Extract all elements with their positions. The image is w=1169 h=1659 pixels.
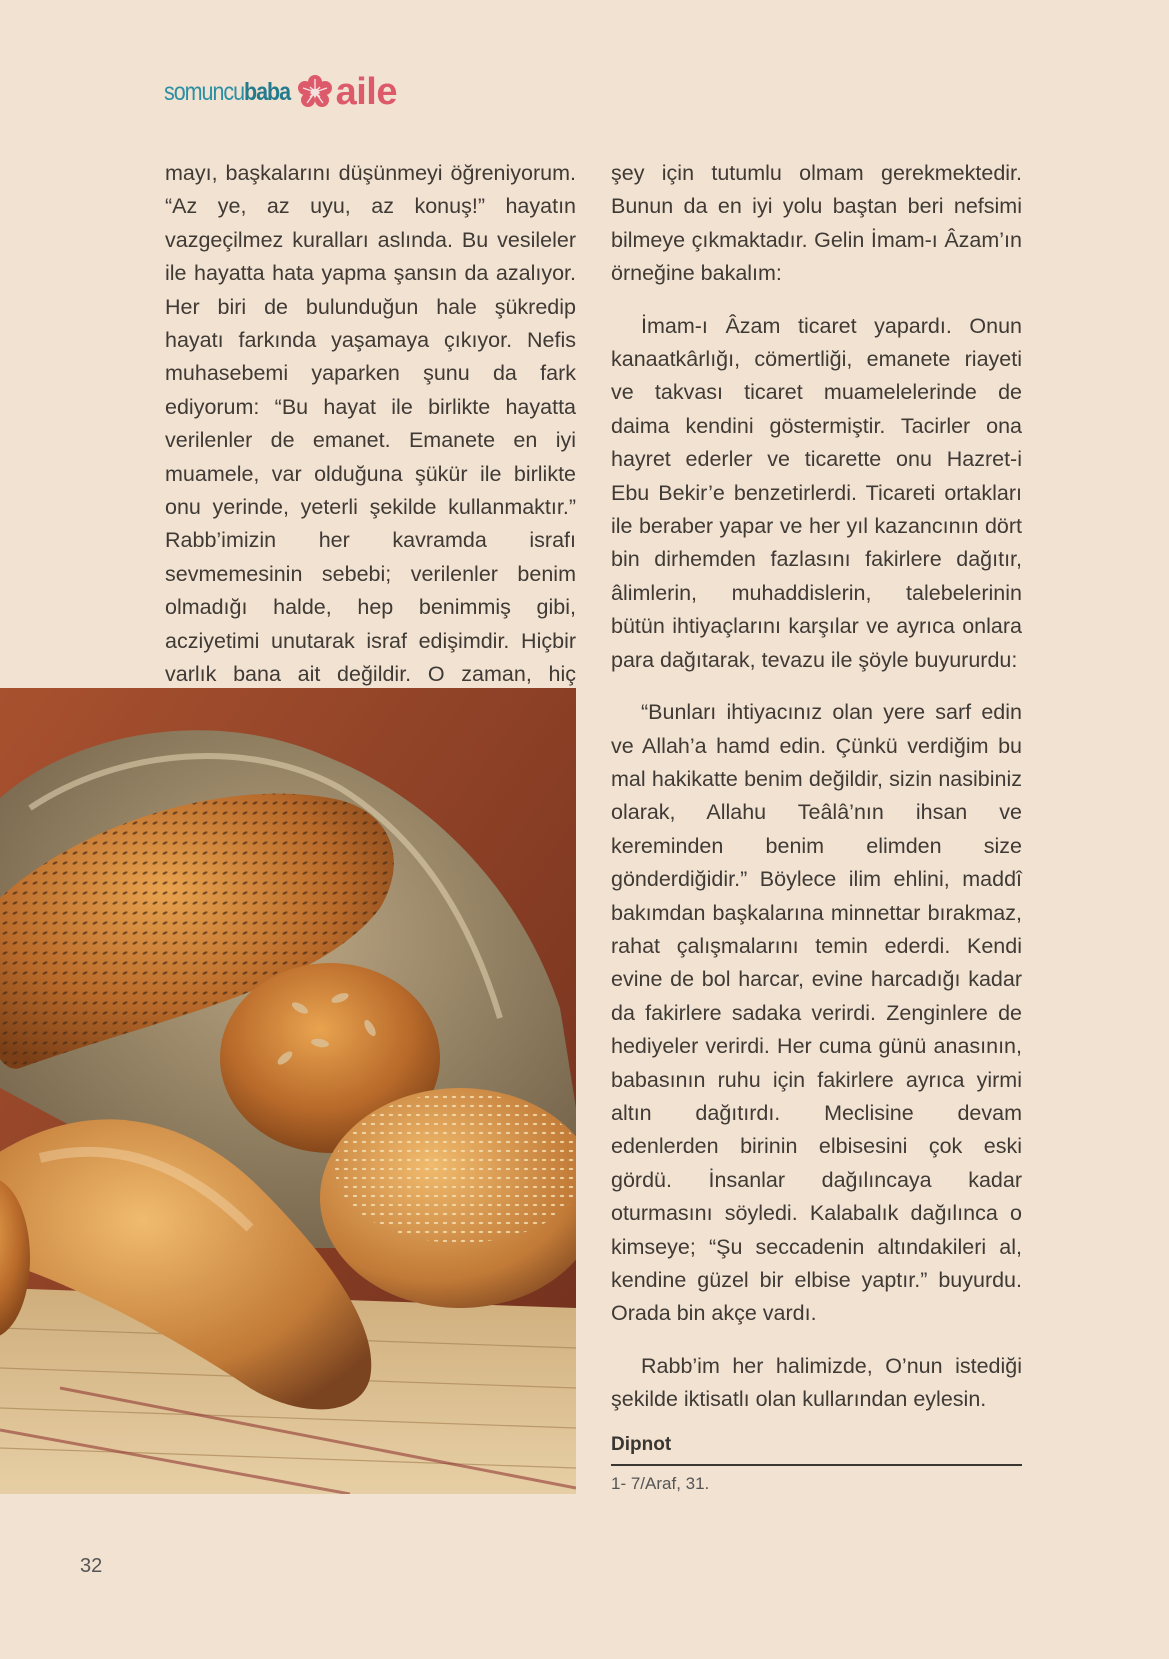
logo-brand-part1: somuncu (164, 77, 245, 106)
right-paragraph-3: “Bunları ihtiyacınız olan yere sarf edin ve Allah’a hamd edin. Çünkü verdiğim bu mal hakikatte benim değildir, sizin nasibiniz olarak, Allahu Teâlâ’nın ihsan ve kereminden benim elimden size gönderdiğidir.” Böylece ilim ehlini, maddî bakımdan başkalarına minnettar bırakmaz, rahat çalışmalarını temin ederdi. Kendi evine de bol harcar, evine harcadığı kadar da fakirlere sadaka verirdi. Zenginlere de hediyeler verirdi. Her cuma günü anasının, babasının ruhu için fakirlere ayrıca yirmi altın dağıtırdı. Meclisine devam edenlerden birinin elbisesini çok eski gördü. İnsanlar dağılıncaya kadar oturmasını söyledi. Kalabalık dağılınca o kimseye; “Şu seccadenin altındakileri al, kendine güzel bir elbise yaptır.” buyurdu. Orada bin akçe vardı. (611, 700, 1022, 1326)
right-paragraph-2: İmam-ı Âzam ticaret yapardı. Onun kanaatkârlığı, cömertliği, emanete riayeti ve takvası ticaret muamelelerinde de daima kendini göstermiştir. Tacirler ona hayret ederler ve ticarette onu Hazret-i Ebu Bekir’e benzetirlerdi. Ticareti ortakları ile beraber yapar ve her yıl kazancının dört bin dirhemden fazlasını fakirlere dağıtır, âlimlerin, muhaddislerin, talebelerinin bütün ihtiyaçlarını karşılar ve ayrıca onlara para dağıtarak, tevazu ile şöyle buyururdu: (611, 313, 1022, 672)
logo-brand-part2: baba (244, 77, 291, 106)
page-number: 32 (80, 1555, 103, 1577)
left-column (165, 157, 576, 725)
right-column (611, 157, 1022, 1417)
logo-brand (164, 78, 290, 107)
magazine-logo (164, 72, 397, 112)
footnote-text: 1- 7/Araf, 31. (611, 1474, 710, 1493)
footnote-title: Dipnot (611, 1434, 1022, 1466)
flower-icon (297, 74, 333, 110)
right-paragraph-4: Rabb’im her halimizde, O’nun istediği şekilde iktisatlı olan kullarından eylesin. (611, 1353, 1022, 1412)
right-paragraph-1: şey için tutumlu olmam gerekmektedir. Bunun da en iyi yolu baştan beri nefsimi bilmeye çıkmaktadır. Gelin İmam-ı Âzam’ın örneğine bakalım: (611, 161, 1022, 286)
bread-photo (0, 688, 576, 1494)
left-paragraph: mayı, başkalarını düşünmeyi öğreniyorum. “Az ye, az uyu, az konuş!” hayatın vazgeçilmez kuralları aslında. Bu vesileler ile hayatta hata yapma şansın da azalıyor. Her biri de bulunduğun hale şükredip hayatı farkında yaşamaya çıkıyor. Nefis muhasebemi yaparken şunu da fark ediyorum: “Bu hayat ile birlikte hayatta verilenler de emanet. Emanete en iyi muamele, var olduğuna şükür ile birlikte onu yerinde, yeterli şekilde kullanmaktır.” Rabb’imizin her kavramda israfı sevmemesinin sebebi; verilenler benim olmadığı halde, hep benimmiş gibi, acziyetimi unutarak israf edişimdir. Hiçbir varlık bana ait değildir. O zaman, hiç (165, 161, 576, 687)
logo-aile: aile (335, 70, 397, 113)
